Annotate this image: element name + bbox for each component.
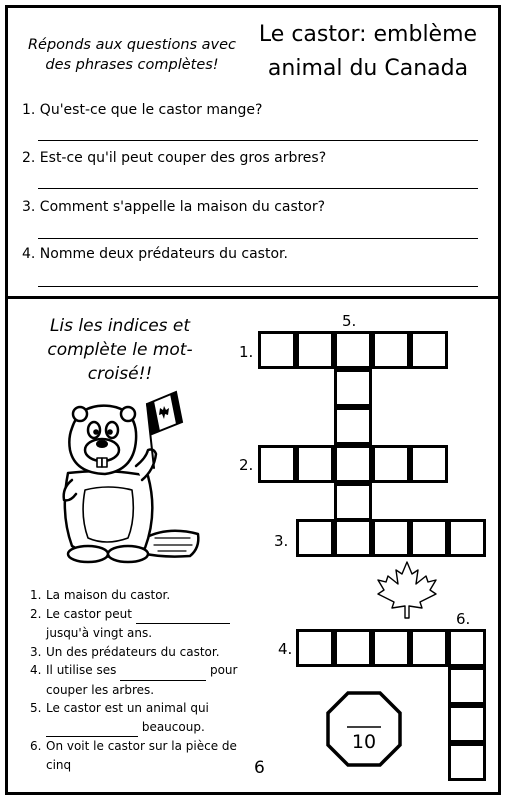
crossword-cell[interactable] xyxy=(296,445,334,483)
question-2: 2. Est-ce qu'il peut couper des gros arbres? xyxy=(22,150,327,166)
answer-line-2[interactable] xyxy=(38,188,478,189)
crossword-cell[interactable] xyxy=(258,331,296,369)
crossword-cell[interactable] xyxy=(334,629,372,667)
beaver-with-flag-illustration xyxy=(50,388,210,573)
crossword-cell[interactable] xyxy=(410,629,448,667)
crossword-cell[interactable] xyxy=(334,519,372,557)
crossword-cell[interactable] xyxy=(410,519,448,557)
section-divider xyxy=(5,296,501,299)
crossword-number-1: 1. xyxy=(239,343,254,361)
crossword-cell[interactable] xyxy=(372,519,410,557)
title-line-1: Le castor: emblème xyxy=(258,22,478,47)
cw-instruction-line-1: Lis les indices et xyxy=(49,316,191,336)
crossword-cell[interactable] xyxy=(372,445,410,483)
clue-3: 3. Un des prédateurs du castor. xyxy=(30,644,220,659)
clue-blank[interactable] xyxy=(120,661,206,681)
crossword-cell[interactable] xyxy=(448,519,486,557)
clue-blank[interactable] xyxy=(46,718,138,738)
answer-line-3[interactable] xyxy=(38,238,478,239)
questions-instruction xyxy=(22,35,242,75)
crossword-instruction xyxy=(30,314,210,386)
answer-line-1[interactable] xyxy=(38,140,478,141)
crossword-number-2: 2. xyxy=(239,456,254,474)
score-total: 10 xyxy=(351,731,377,753)
crossword-cell[interactable] xyxy=(410,331,448,369)
page-number: 6 xyxy=(254,758,265,778)
maple-leaf-icon xyxy=(374,560,440,620)
crossword-cell[interactable] xyxy=(296,629,334,667)
clue-5: 5. Le castor est un animal qui beaucoup. xyxy=(30,699,270,737)
crossword-cell[interactable] xyxy=(372,629,410,667)
crossword-cell[interactable] xyxy=(296,519,334,557)
instruction-line-2: des phrases complètes! xyxy=(45,57,219,73)
instruction-line-1: Réponds aux questions avec xyxy=(27,37,237,53)
question-3: 3. Comment s'appelle la maison du castor? xyxy=(22,199,326,215)
question-1: 1. Qu'est-ce que le castor mange? xyxy=(22,102,263,118)
clue-1: 1. La maison du castor. xyxy=(30,588,171,602)
crossword-cell[interactable] xyxy=(448,743,486,781)
cw-instruction-line-3: croisé!! xyxy=(87,364,153,384)
crossword-cell[interactable] xyxy=(334,407,372,445)
clue-blank[interactable] xyxy=(136,605,230,625)
crossword-cell[interactable] xyxy=(448,667,486,705)
score-octagon xyxy=(325,690,403,768)
crossword-cell[interactable] xyxy=(296,331,334,369)
crossword-number-4: 4. xyxy=(278,640,293,658)
clue-4: 4. Il utilise ses pour couper les arbres. xyxy=(30,663,238,697)
crossword-cell[interactable] xyxy=(258,445,296,483)
title-line-2: animal du Canada xyxy=(267,56,469,81)
crossword-cell[interactable] xyxy=(448,705,486,743)
crossword-cell[interactable] xyxy=(334,369,372,407)
crossword-cell[interactable] xyxy=(372,331,410,369)
cw-instruction-line-2: complète le mot- xyxy=(47,340,193,360)
crossword-cell[interactable] xyxy=(448,629,486,667)
crossword-cell[interactable] xyxy=(410,445,448,483)
answer-line-4[interactable] xyxy=(38,286,478,287)
clue-2: 2. Le castor peut jusqu'à vingt ans. xyxy=(30,605,270,643)
crossword-cell[interactable] xyxy=(334,483,372,521)
clue-6: 6. On voit le castor sur la pièce de cinq xyxy=(30,739,237,772)
crossword-number-6: 6. xyxy=(456,610,471,628)
crossword-number-3: 3. xyxy=(274,532,289,550)
worksheet-title xyxy=(248,18,488,86)
crossword-cell[interactable] xyxy=(334,445,372,483)
clue-list xyxy=(30,586,270,774)
question-4: 4. Nomme deux prédateurs du castor. xyxy=(22,246,288,262)
crossword-number-5: 5. xyxy=(342,312,357,330)
crossword-cell[interactable] xyxy=(334,331,372,369)
